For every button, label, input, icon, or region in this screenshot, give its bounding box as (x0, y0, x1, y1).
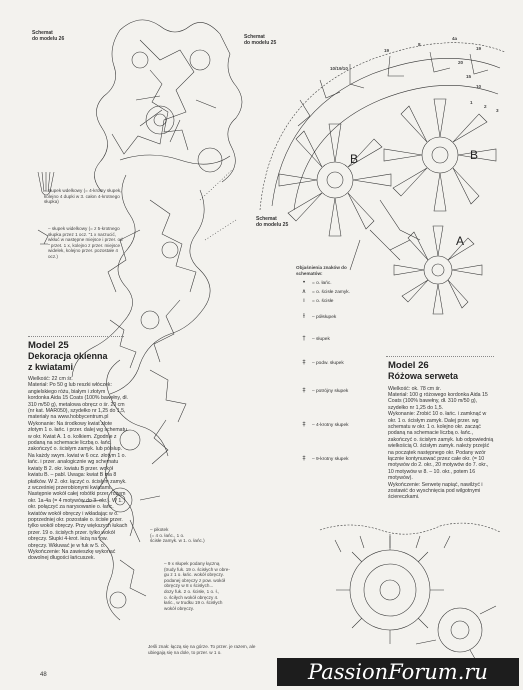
legend-line: dozy fuk. 2 o. ścisłe, 1 o. ł., (164, 588, 220, 594)
stitch-symbol-icon: † (302, 335, 306, 342)
round-number: 4a (452, 36, 458, 41)
legend-line: wokół obręczy. (164, 605, 195, 611)
legend-label: – 4-krotny słupek (312, 423, 349, 428)
round-number: 19 (384, 48, 390, 53)
round-number: 1 (470, 100, 473, 105)
model-25-block (28, 340, 128, 562)
watermark-logo: PassionForum.ru (277, 658, 519, 686)
legend-row (296, 359, 344, 366)
legend-line: łańc., w trudku 19 o. ścisłych (164, 600, 223, 606)
stitch-symbol-icon: ‡ (302, 359, 306, 366)
schema-label-line2: do modelu 26 (32, 36, 65, 42)
stitch-symbol-icon: ƚ (303, 313, 305, 320)
model-number: Model 25 (28, 340, 69, 351)
stitch-symbol-icon: • (302, 279, 306, 286)
legend-label: = o. łańc. (312, 281, 332, 286)
schema-label-model-26 (32, 30, 64, 42)
model-materials: Materiał: Po 50 g lub reszki włóczek: angielskiego różu, białym i złotym kordonka Aida 15 Coats (100% bawełny, dł. 310 m/50 g), metalowa obręcz o śr. 20 cm (nr kat. MAR050), szydełko nr 1,25 do 1,5, materiały na www.hobbycentrum.pl (28, 382, 128, 421)
legend-line: o. ściłych wokół obręczy 4. (164, 594, 219, 600)
legend-label: – półsłupek (312, 315, 337, 320)
stitch-symbol-icon: ‡ (302, 421, 306, 428)
divider (28, 336, 124, 337)
schema-label-model-25-top (244, 34, 276, 46)
model-title: z kwiatami (28, 361, 74, 372)
schema-label-line2: do modelu 25 (244, 40, 277, 46)
stitch-symbol-icon: ı (303, 297, 305, 304)
model-finishing: Wykończenie: Serwetę napiąć, nawilżyć i zostawić do wyschnięcia pod wilgotnymi ściereczkami. (388, 481, 483, 501)
round-number: 3 (496, 108, 499, 113)
stitch-symbol-icon: ‡ (302, 455, 306, 462)
model-number: Model 26 (388, 360, 429, 371)
legend-label: – 9-krotny słupek (312, 457, 349, 462)
motif-letter-b: B (350, 152, 359, 166)
round-number: 15 (466, 74, 472, 79)
note-line: ubiegają się na dole, to przer. w 1 o. (148, 649, 222, 655)
model-size: Wielkość: 22 cm śr. (28, 376, 73, 382)
left-legend-item: – słupek wdelkowy (= 4-krotny słupek, kolejno 4 dupki w 3. całon 4-krotnego słupka) (44, 188, 122, 205)
model-finishing: Wykończenie: Na zawieszkę wykonać dowolnej długości łańcuszek. (28, 548, 116, 562)
legend-line: – 9 x słupek podany łączną (164, 561, 220, 566)
bottom-legend-2 (164, 561, 244, 611)
legend-line: (= 4 o. łańc., 1 o. (150, 532, 185, 538)
legend-row (296, 297, 333, 304)
legend-label: = o. ścisłe zamyk. (312, 290, 350, 295)
motif-letter-a: A (456, 234, 465, 248)
legend-row (296, 313, 336, 320)
legend-row (296, 455, 349, 462)
model-instructions: Wykonanie: Zrobić 10 o. łańc. i zamknąć w okr. 1 o. ścisłym zamyk. Dalej przer. wg schematu w okr. 1 o. kolejno okr. zacząć podaną na schemacie liczbą o. łańc., zakończyć o. ścisłym zamyk. lub odpowiednią wielkością O. ścisłym zamyk. należy przejść na początek następnego okr. Podany wzór łącznie kontynuować przez całe okr. (= 10 motywów do 2. okr., 20 motywów do 7. okr., 10 motywów w 8. – 10. okr., potem 16 motywów). (388, 411, 494, 482)
legend-label: – słupek (312, 337, 330, 342)
round-number: 10/19/10 (330, 66, 348, 71)
model-instructions: Wykonanie: Na środkowy kwiat złote złotym 1 o. łańc. i przer. dalej wg schematu w okr. Kwiat A. 1 o. kolkiem. Zgodnie z podaną na schemacie liczbą o. łańc. zakończyć o. ścisłym zamyk. lub pólsłup. Na każdy swym. kwiat w 6 ocz. złotym 1 o. łańc. i przer. analogicznie wg schematu kwiaty B 2. okr. kwiatu B przer. wokół kwiatu B. – pabl. Uwaga: kwiat B ma 8 płatków. W 2. okr. łączyć o. ścisłym zamyk. z wcześniej przerobionymi kwiatami. Następnie wokół całej robótki przer. różem okr. 1a-4a (= 4 motywów do 3. okr.). W 1. okr. połączyć za narysowanie o. łańc. kwiatów wokół obręczy i wkładając w o. poprzedniej okr. pozostałe o. ścisłe przer. tylko wokół obręczy. Przy większych łukach przer. 19 o. ścisłych przer. tylko wokół obręczy. Słupki 4-krot. leżą na tow. obręczy. Wkłuwać je w fuk w 5. o. (28, 420, 128, 549)
bottom-note (148, 644, 318, 655)
legend-label: – potrójny słupek (312, 389, 349, 394)
round-number: 8 (418, 42, 421, 47)
legend-row (296, 288, 350, 295)
legend-label: – podw. słupek (312, 361, 344, 366)
bottom-legend (150, 527, 230, 544)
legend-line: podanej obręczy z pow. wokół (164, 577, 226, 583)
schema-label-model-25-mid (256, 216, 288, 228)
stitch-symbol-icon: ∧ (301, 288, 307, 295)
legend-row (296, 279, 332, 286)
legend-row (296, 421, 349, 428)
model-title: Różowa serweta (388, 371, 459, 381)
schema-label-line1: Schemat (244, 34, 265, 40)
model-26-block (388, 360, 494, 501)
stitch-symbol-icon: ‡ (302, 387, 306, 394)
legend-line: gu z 1 o. łańc. wokół obręczy. (164, 572, 224, 578)
round-number: 10 (476, 84, 482, 89)
schema-label-line1: Schemat (32, 30, 53, 36)
model-materials: Materiał: 100 g różowego kordonka Aida 15 Coats (100% bawełny, dł. 310 m/50 g), szydełko nr 1,25 do 1,5. (388, 391, 488, 411)
round-number: 19 (476, 46, 482, 51)
legend-line: (trudy fuk. 19 o. ścisłych w obre- (164, 566, 230, 572)
divider (386, 356, 494, 357)
legend-title: Objaśnienia znaków do schematów: (296, 265, 347, 276)
page-number: 48 (40, 672, 47, 678)
legend-line: obręczy w 8 x ścisłych... (164, 583, 214, 589)
legend-label: = o. ścisłe (312, 299, 334, 304)
legend-row (296, 335, 330, 342)
legend-line: – pikotek (150, 527, 169, 532)
note-line: Jeśli znak: łączą się na górze. To przer. je razem, ale (148, 644, 256, 649)
motif-letter-b: B (470, 148, 479, 162)
schema-label-line1: Schemat (256, 216, 277, 222)
legend-line: ścisłe zamyk. w 1. o. łańc.) (150, 538, 205, 544)
model-title: Dekoracja okienna (28, 351, 108, 361)
model-size: Wielkość: ok. 78 cm śr. (388, 385, 442, 392)
symbol-legend (296, 265, 366, 505)
left-legend-item: – słupek widelkowy (= z 5-krotnego słupka przez 1 ocz. "1 x narzucić, wkłuć w następne miejsce i przer. od " przet. 1 x, kolejno z przer. miejsce widelek, kolejno przer. pozostałe 4 ocz.) (48, 226, 123, 259)
round-number: 20 (458, 60, 464, 65)
round-number: 2 (484, 104, 487, 109)
schema-label-line2: do modelu 25 (256, 222, 289, 228)
legend-row (296, 387, 348, 394)
